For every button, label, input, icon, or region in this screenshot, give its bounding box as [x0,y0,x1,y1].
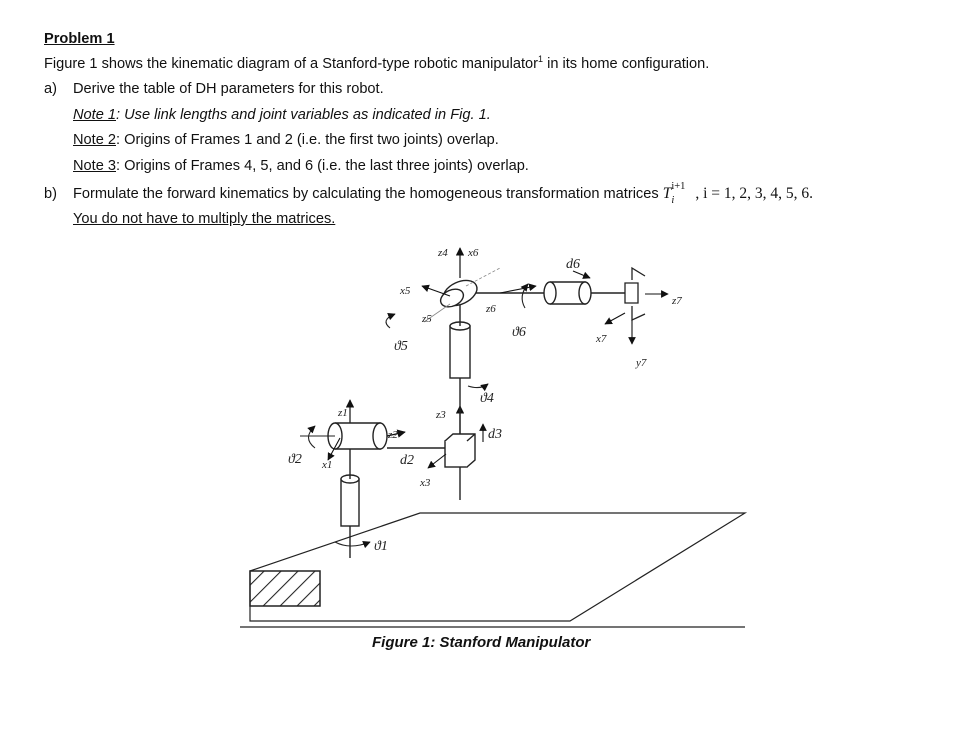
joint-5-wrist [438,275,481,310]
label-y7: y7 [636,357,647,369]
joint-3-prismatic-box [445,434,475,467]
theta1-rotation-arrow [335,542,370,546]
label-theta5: ϑ5 [394,339,408,354]
label-x1: x1 [322,459,333,471]
label-d6: d6 [566,257,580,272]
part-a-marker: a) [44,81,57,97]
x7-axis-arrow [605,313,625,324]
note-3 [73,157,529,175]
x6-axis-line [466,268,500,286]
part-b-line2: You do not have to multiply the matrices. [73,211,336,227]
label-d2: d2 [400,453,414,468]
gripper [625,268,645,320]
label-z3: z3 [436,409,446,421]
base-plane [250,513,745,621]
math-sub: i [671,195,675,206]
label-theta2: ϑ2 [288,452,302,467]
intro-text-end: in its home configuration. [543,56,710,72]
z6-axis-arrow [500,286,536,293]
theta4-rotation-arrow [468,384,488,388]
label-z7: z7 [672,295,682,307]
joint-4-cylinder [450,298,470,434]
problem-title: Problem 1 [44,31,115,47]
intro-paragraph [44,55,709,73]
part-a-text: Derive the table of DH parameters for this robot. [73,81,384,97]
math-sup: i+1 [671,181,686,192]
figure-caption: Figure 1: Stanford Manipulator [372,634,591,651]
note-2-label: Note 2 [73,132,116,148]
label-z5: z5 [422,313,432,325]
part-b-text [73,181,814,206]
label-theta4: ϑ4 [480,391,494,406]
note-2 [73,131,499,149]
label-x6: x6 [468,247,479,259]
footnote-mark: 1 [538,54,544,64]
note-2-text: : Origins of Frames 1 and 2 (i.e. the first two joints) overlap. [116,132,499,148]
joint-1-cylinder [341,448,359,558]
ground-hatch [250,571,320,606]
label-theta1: ϑ1 [374,539,388,554]
x3-axis-arrow [428,454,446,468]
label-z2: z2 [388,429,398,441]
stanford-manipulator-figure [240,238,750,633]
end-effector-cylinder [544,282,625,304]
label-z4: z4 [438,247,448,259]
math-tail: , i = 1, 2, 3, 4, 5, 6. [695,185,814,202]
label-z6: z6 [486,303,496,315]
label-d3: d3 [488,427,502,442]
joint-2-cylinder [328,423,387,449]
d6-arrow [573,271,590,278]
label-z1: z1 [338,407,348,419]
theta5-rotation-arrow [386,314,395,328]
label-x3: x3 [420,477,431,489]
math-indices [671,181,695,206]
part-b-body: Formulate the forward kinematics by calculating the homogeneous transformation matrices [73,186,663,202]
note-1-text: : Use link lengths and joint variables as indicated in Fig. 1. [116,107,491,123]
label-x5: x5 [400,285,411,297]
label-x7: x7 [596,333,607,345]
note-3-label: Note 3 [73,158,116,174]
note-3-text: : Origins of Frames 4, 5, and 6 (i.e. the last three joints) overlap. [116,158,529,174]
math-T: T [662,185,672,202]
label-theta6: ϑ6 [512,325,526,340]
intro-text: Figure 1 shows the kinematic diagram of a Stanford-type robotic manipulator [44,56,538,72]
part-b-marker: b) [44,186,57,202]
note-1 [73,106,491,124]
note-1-label: Note 1 [73,107,116,123]
